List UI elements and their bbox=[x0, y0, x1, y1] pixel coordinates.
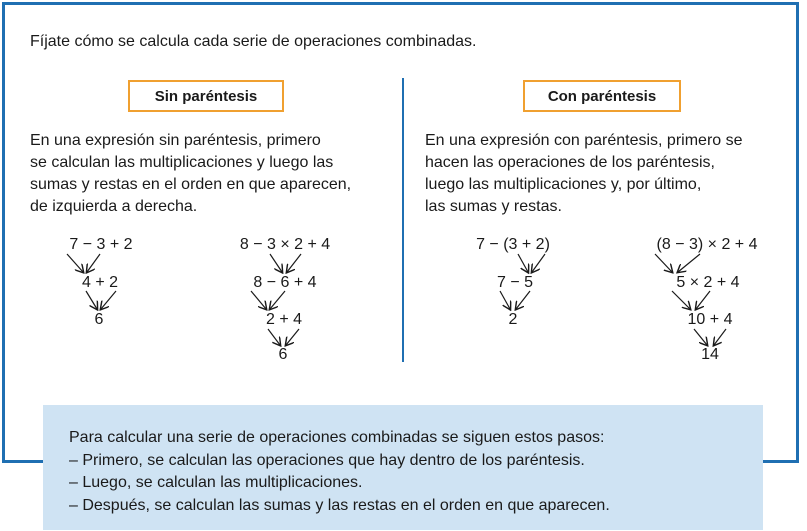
info-step: – Después, se calculan las sumas y las restas en el orden en que aparecen. bbox=[69, 496, 610, 514]
tree-result: 2 bbox=[508, 311, 518, 328]
tag-con-parentesis: Con paréntesis bbox=[523, 80, 681, 112]
tree-step: 8 − 3 × 2 + 4 bbox=[239, 236, 331, 253]
intro-text: Fíjate cómo se calcula cada serie de operaciones combinadas. bbox=[30, 33, 477, 50]
right-line: hacen las operaciones de los paréntesis, bbox=[425, 154, 715, 171]
tree-step: 8 − 6 + 4 bbox=[253, 274, 317, 291]
tree-step: 2 + 4 bbox=[265, 311, 303, 328]
left-line: En una expresión sin paréntesis, primero bbox=[30, 132, 321, 149]
tree-step: 7 − (3 + 2) bbox=[476, 236, 550, 253]
right-explanation bbox=[425, 130, 743, 218]
tree-step: 7 − 3 + 2 bbox=[69, 236, 133, 253]
tree-result: 6 bbox=[278, 346, 288, 363]
tree-step: 4 + 2 bbox=[81, 274, 119, 291]
tree-result: 14 bbox=[701, 346, 719, 363]
tree-result: 6 bbox=[94, 311, 104, 328]
right-line: luego las multiplicaciones y, por último, bbox=[425, 176, 702, 193]
tree-step: 5 × 2 + 4 bbox=[676, 274, 740, 291]
tree-step: (8 − 3) × 2 + 4 bbox=[656, 236, 758, 253]
left-line: de izquierda a derecha. bbox=[30, 198, 198, 215]
info-step: – Luego, se calculan las multiplicaciones. bbox=[69, 474, 363, 491]
tree-step: 7 − 5 bbox=[496, 274, 534, 291]
info-step: – Primero, se calculan las operaciones que hay dentro de los paréntesis. bbox=[69, 451, 585, 469]
left-line: se calculan las multiplicaciones y luego las bbox=[30, 154, 334, 171]
info-title: Para calcular una serie de operaciones combinadas se siguen estos pasos: bbox=[69, 429, 605, 446]
left-line: sumas y restas en el orden en que aparecen, bbox=[30, 176, 352, 193]
steps-info-box bbox=[43, 405, 763, 530]
right-line: las sumas y restas. bbox=[425, 198, 562, 215]
tag-sin-parentesis: Sin paréntesis bbox=[128, 80, 284, 112]
right-line: En una expresión con paréntesis, primero se bbox=[425, 132, 743, 149]
tree-step: 10 + 4 bbox=[687, 311, 733, 328]
